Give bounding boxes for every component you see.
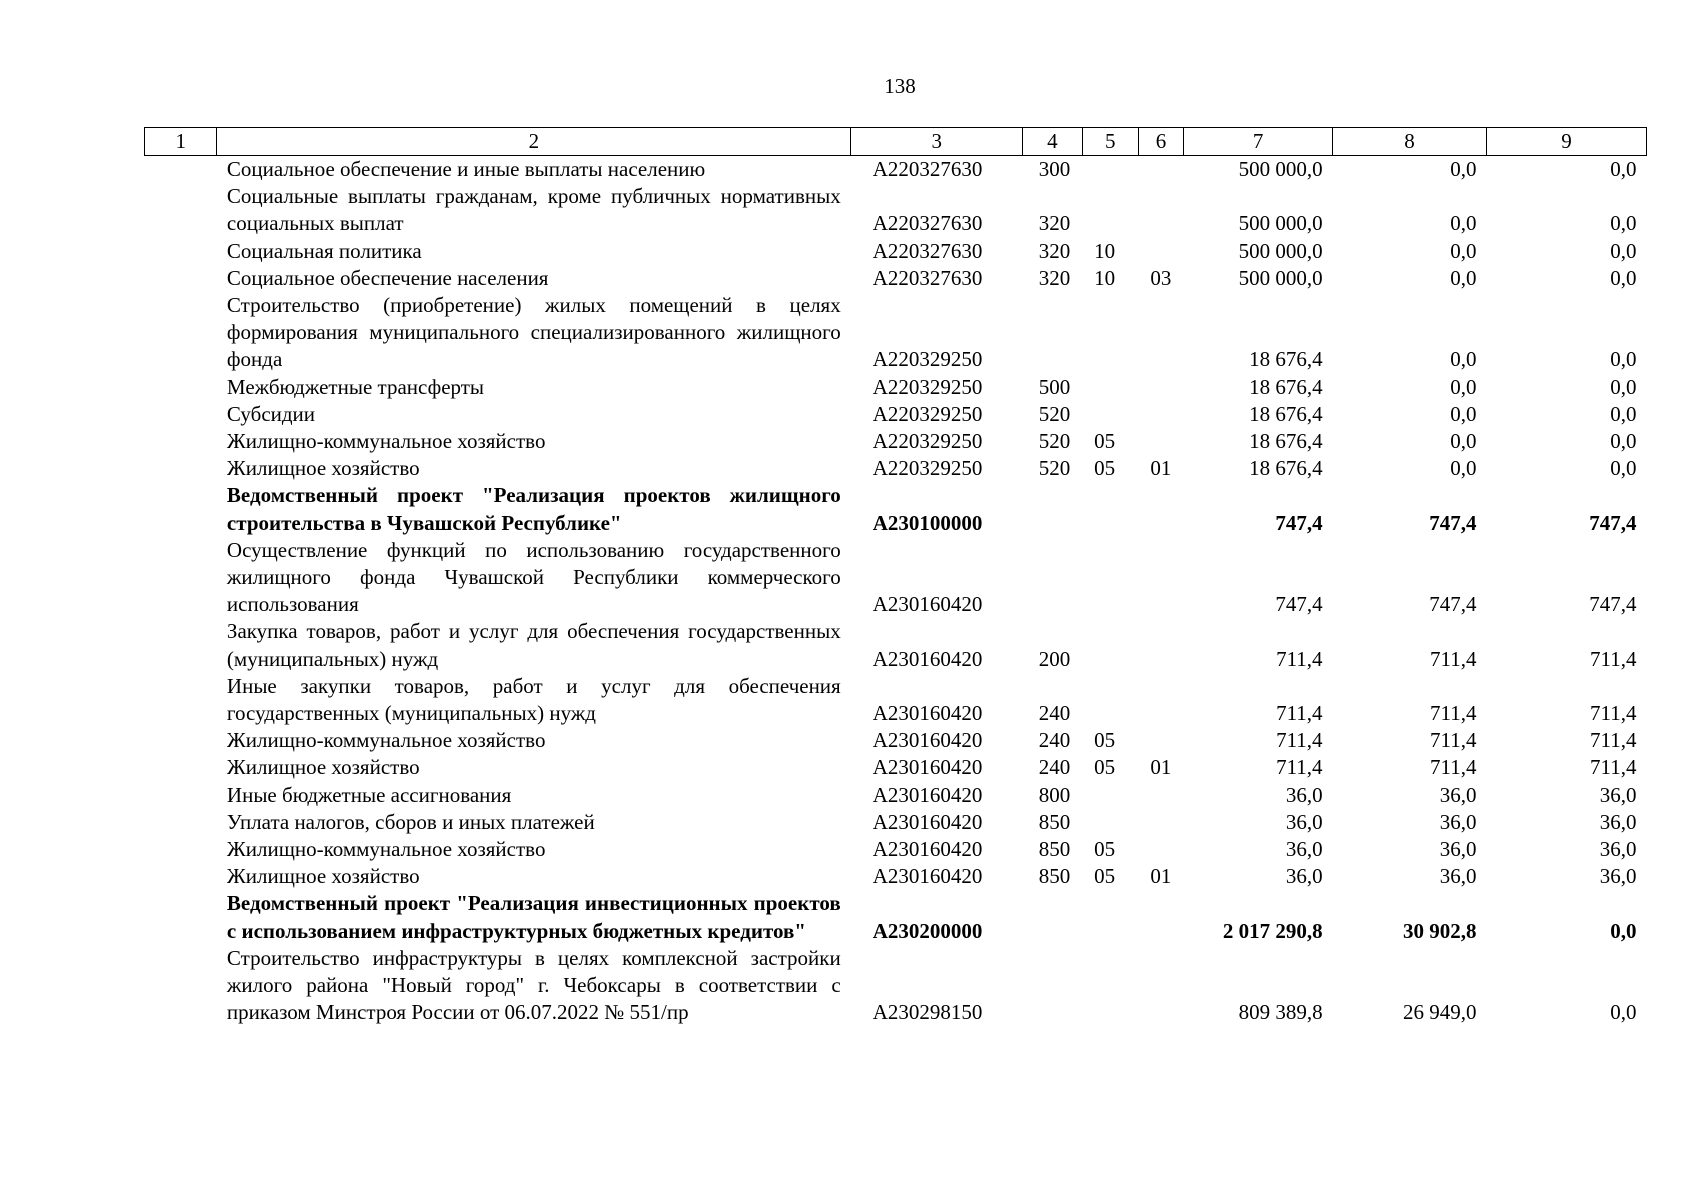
amount-col9: 0,0 — [1610, 456, 1637, 481]
expense-group — [1023, 537, 1082, 619]
subsection-code: 01 — [1150, 755, 1172, 780]
row-blank-cell — [145, 156, 217, 184]
amount-col9: 711,4 — [1590, 646, 1637, 671]
expense-group: 520 — [1038, 429, 1071, 454]
section-code — [1082, 945, 1138, 1027]
table-row — [145, 727, 1647, 754]
row-name: Субсидии — [226, 401, 316, 426]
budget-table-body — [145, 156, 1647, 1027]
row-blank-cell — [145, 836, 217, 863]
amount-col9: 36,0 — [1599, 809, 1637, 834]
target-code: А220329250 — [872, 429, 983, 454]
amount-col7: 500 000,0 — [1238, 238, 1323, 263]
section-code — [1082, 673, 1138, 727]
column-header-4: 4 — [1023, 128, 1082, 156]
amount-col7: 747,4 — [1275, 592, 1323, 617]
amount-col8: 26 949,0 — [1402, 1000, 1477, 1025]
amount-col8: 30 902,8 — [1402, 918, 1477, 943]
section-code — [1082, 374, 1138, 401]
row-name: Жилищное хозяйство — [226, 456, 420, 481]
target-code: А230160420 — [872, 646, 983, 671]
row-name: Жилищно-коммунальное хозяйство — [226, 728, 546, 753]
amount-col8: 0,0 — [1450, 374, 1477, 399]
subsection-code — [1138, 782, 1183, 809]
target-code: А230160420 — [872, 809, 983, 834]
row-blank-cell — [145, 238, 217, 265]
row-blank-cell — [145, 428, 217, 455]
amount-col8: 747,4 — [1429, 510, 1477, 535]
subsection-code — [1138, 292, 1183, 374]
expense-group: 500 — [1038, 374, 1071, 399]
amount-col8: 711,4 — [1430, 646, 1477, 671]
expense-group: 240 — [1038, 701, 1071, 726]
expense-group: 320 — [1038, 238, 1071, 263]
subsection-code — [1138, 673, 1183, 727]
subsection-code — [1138, 238, 1183, 265]
section-code — [1082, 782, 1138, 809]
subsection-code: 03 — [1150, 265, 1172, 290]
amount-col8: 0,0 — [1450, 157, 1477, 181]
row-blank-cell — [145, 727, 217, 754]
subsection-code — [1138, 618, 1183, 672]
page-number: 138 — [884, 74, 916, 98]
amount-col7: 711,4 — [1276, 701, 1323, 726]
row-name: Ведомственный проект "Реализация инвестиционных проектов с использованием инфраструктурных бюджетных кредитов" — [226, 891, 841, 943]
row-blank-cell — [145, 374, 217, 401]
row-name: Жилищно-коммунальное хозяйство — [226, 429, 546, 454]
section-code: 05 — [1094, 864, 1116, 889]
target-code: А230200000 — [872, 918, 983, 943]
subsection-code — [1138, 836, 1183, 863]
row-name: Социальные выплаты гражданам, кроме публичных нормативных социальных выплат — [226, 184, 841, 236]
row-blank-cell — [145, 455, 217, 482]
amount-col8: 36,0 — [1439, 809, 1477, 834]
expense-group — [1023, 482, 1082, 536]
table-row — [145, 537, 1647, 619]
section-code — [1082, 537, 1138, 619]
target-code: А220327630 — [872, 265, 983, 290]
amount-col8: 36,0 — [1439, 837, 1477, 862]
column-header-7: 7 — [1184, 128, 1333, 156]
table-row — [145, 673, 1647, 727]
amount-col9: 0,0 — [1610, 1000, 1637, 1025]
section-code: 10 — [1094, 265, 1116, 290]
expense-group: 320 — [1038, 265, 1071, 290]
table-row — [145, 265, 1647, 292]
amount-col8: 36,0 — [1439, 782, 1477, 807]
expense-group: 200 — [1038, 646, 1071, 671]
subsection-code — [1138, 809, 1183, 836]
subsection-code — [1138, 374, 1183, 401]
row-blank-cell — [145, 183, 217, 237]
table-row — [145, 156, 1647, 184]
section-code — [1082, 809, 1138, 836]
amount-col9: 36,0 — [1599, 782, 1637, 807]
section-code — [1082, 890, 1138, 944]
table-row — [145, 183, 1647, 237]
expense-group: 240 — [1038, 728, 1071, 753]
amount-col7: 2 017 290,8 — [1222, 918, 1323, 943]
row-name: Ведомственный проект "Реализация проектов жилищного строительства в Чувашской Республике" — [226, 483, 841, 535]
amount-col8: 0,0 — [1450, 456, 1477, 481]
table-row — [145, 945, 1647, 1027]
table-row — [145, 618, 1647, 672]
row-name: Социальное обеспечение населения — [226, 265, 549, 290]
subsection-code: 01 — [1150, 864, 1172, 889]
subsection-code — [1138, 156, 1183, 184]
target-code: А220327630 — [872, 238, 983, 263]
table-row — [145, 754, 1647, 781]
section-code — [1082, 401, 1138, 428]
amount-col9: 747,4 — [1589, 592, 1637, 617]
amount-col7: 500 000,0 — [1238, 157, 1323, 181]
amount-col8: 0,0 — [1450, 347, 1477, 372]
amount-col7: 18 676,4 — [1249, 401, 1323, 426]
section-code: 05 — [1094, 755, 1116, 780]
section-code — [1082, 618, 1138, 672]
table-row — [145, 782, 1647, 809]
target-code: А230160420 — [872, 755, 983, 780]
amount-col7: 36,0 — [1285, 782, 1323, 807]
row-name: Строительство инфраструктуры в целях комплексной застройки жилого района "Новый город" г. Чебоксары в соответствии с приказом Минстроя России от 06.07.2022 № 551/пр — [226, 945, 841, 1025]
subsection-code — [1138, 482, 1183, 536]
amount-col8: 711,4 — [1430, 728, 1477, 753]
subsection-code — [1138, 401, 1183, 428]
subsection-code — [1138, 945, 1183, 1027]
amount-col7: 500 000,0 — [1238, 211, 1323, 236]
row-name: Закупка товаров, работ и услуг для обеспечения государственных (муниципальных) нужд — [226, 619, 841, 671]
expense-group: 850 — [1038, 809, 1071, 834]
table-row — [145, 836, 1647, 863]
amount-col9: 711,4 — [1590, 755, 1637, 780]
row-name: Иные бюджетные ассигнования — [226, 782, 512, 807]
table-row — [145, 890, 1647, 944]
expense-group: 300 — [1038, 157, 1071, 181]
expense-group — [1023, 945, 1082, 1027]
target-code: А230160420 — [872, 701, 983, 726]
target-code: А230160420 — [872, 592, 983, 617]
row-name: Социальная политика — [226, 238, 422, 263]
subsection-code — [1138, 727, 1183, 754]
table-row — [145, 292, 1647, 374]
amount-col7: 36,0 — [1285, 837, 1323, 862]
table-row — [145, 401, 1647, 428]
amount-col7: 36,0 — [1285, 809, 1323, 834]
target-code: А220329250 — [872, 374, 983, 399]
expense-group: 520 — [1038, 401, 1071, 426]
table-row — [145, 428, 1647, 455]
budget-table — [144, 127, 1647, 1027]
amount-col7: 711,4 — [1276, 728, 1323, 753]
row-blank-cell — [145, 890, 217, 944]
row-blank-cell — [145, 292, 217, 374]
row-blank-cell — [145, 863, 217, 890]
amount-col9: 0,0 — [1610, 238, 1637, 263]
section-code: 05 — [1094, 429, 1116, 454]
expense-group: 520 — [1038, 456, 1071, 481]
target-code: А230100000 — [872, 510, 983, 535]
subsection-code: 01 — [1150, 456, 1172, 481]
amount-col8: 36,0 — [1439, 864, 1477, 889]
target-code: А220329250 — [872, 401, 983, 426]
expense-group — [1023, 890, 1082, 944]
row-blank-cell — [145, 673, 217, 727]
amount-col9: 747,4 — [1589, 510, 1637, 535]
amount-col7: 18 676,4 — [1249, 347, 1323, 372]
section-code: 05 — [1094, 837, 1116, 862]
row-blank-cell — [145, 401, 217, 428]
column-number-row — [145, 128, 1647, 156]
amount-col7: 18 676,4 — [1249, 374, 1323, 399]
amount-col9: 0,0 — [1610, 918, 1637, 943]
section-code: 10 — [1094, 238, 1116, 263]
expense-group: 320 — [1038, 211, 1071, 236]
section-code — [1082, 183, 1138, 237]
expense-group: 850 — [1038, 864, 1071, 889]
amount-col7: 500 000,0 — [1238, 265, 1323, 290]
amount-col9: 0,0 — [1610, 429, 1637, 454]
amount-col7: 18 676,4 — [1249, 456, 1323, 481]
amount-col8: 0,0 — [1450, 429, 1477, 454]
amount-col8: 747,4 — [1429, 592, 1477, 617]
section-code: 05 — [1094, 456, 1116, 481]
row-blank-cell — [145, 537, 217, 619]
amount-col9: 0,0 — [1610, 265, 1637, 290]
amount-col9: 0,0 — [1610, 157, 1637, 181]
amount-col8: 0,0 — [1450, 238, 1477, 263]
row-name: Жилищно-коммунальное хозяйство — [226, 837, 546, 862]
table-row — [145, 482, 1647, 536]
subsection-code — [1138, 537, 1183, 619]
amount-col7: 809 389,8 — [1238, 1000, 1323, 1025]
amount-col9: 711,4 — [1590, 728, 1637, 753]
column-header-5: 5 — [1082, 128, 1138, 156]
row-name: Строительство (приобретение) жилых помещений в целях формирования муниципального специализированного жилищного фонда — [226, 293, 841, 372]
amount-col9: 0,0 — [1610, 211, 1637, 236]
table-row — [145, 374, 1647, 401]
section-code — [1082, 292, 1138, 374]
column-header-3: 3 — [851, 128, 1023, 156]
subsection-code — [1138, 428, 1183, 455]
column-header-9: 9 — [1486, 128, 1646, 156]
amount-col8: 711,4 — [1430, 701, 1477, 726]
target-code: А220329250 — [872, 347, 983, 372]
row-blank-cell — [145, 945, 217, 1027]
amount-col8: 0,0 — [1450, 265, 1477, 290]
target-code: А220327630 — [872, 211, 983, 236]
amount-col9: 36,0 — [1599, 837, 1637, 862]
table-row — [145, 238, 1647, 265]
row-name: Межбюджетные трансферты — [226, 374, 485, 399]
section-code — [1082, 156, 1138, 184]
amount-col7: 747,4 — [1275, 510, 1323, 535]
amount-col9: 0,0 — [1610, 401, 1637, 426]
table-row — [145, 863, 1647, 890]
target-code: А220329250 — [872, 456, 983, 481]
expense-group: 850 — [1038, 837, 1071, 862]
amount-col9: 711,4 — [1590, 701, 1637, 726]
expense-group: 800 — [1038, 782, 1071, 807]
row-blank-cell — [145, 782, 217, 809]
subsection-code — [1138, 183, 1183, 237]
row-blank-cell — [145, 809, 217, 836]
target-code: А230160420 — [872, 782, 983, 807]
row-name: Осуществление функций по использованию государственного жилищного фонда Чувашской Республики коммерческого использования — [226, 537, 841, 617]
subsection-code — [1138, 890, 1183, 944]
amount-col7: 36,0 — [1285, 864, 1323, 889]
amount-col9: 0,0 — [1610, 374, 1637, 399]
target-code: А220327630 — [872, 157, 983, 181]
expense-group: 240 — [1038, 755, 1071, 780]
row-name: Уплата налогов, сборов и иных платежей — [226, 809, 595, 834]
row-blank-cell — [145, 618, 217, 672]
amount-col9: 0,0 — [1610, 347, 1637, 372]
column-header-2: 2 — [217, 128, 851, 156]
target-code: А230160420 — [872, 728, 983, 753]
amount-col7: 18 676,4 — [1249, 429, 1323, 454]
row-name: Иные закупки товаров, работ и услуг для обеспечения государственных (муниципальных) нужд — [226, 673, 841, 726]
target-code: А230160420 — [872, 837, 983, 862]
amount-col8: 0,0 — [1450, 401, 1477, 426]
table-row — [145, 455, 1647, 482]
target-code: А230160420 — [872, 864, 983, 889]
row-name: Жилищное хозяйство — [226, 864, 420, 889]
column-header-6: 6 — [1138, 128, 1183, 156]
amount-col9: 36,0 — [1599, 864, 1637, 889]
row-blank-cell — [145, 754, 217, 781]
row-blank-cell — [145, 265, 217, 292]
section-code — [1082, 482, 1138, 536]
row-name: Социальное обеспечение и иные выплаты населению — [226, 157, 706, 181]
amount-col7: 711,4 — [1276, 755, 1323, 780]
table-row — [145, 809, 1647, 836]
column-header-8: 8 — [1333, 128, 1487, 156]
row-name: Жилищное хозяйство — [226, 755, 420, 780]
section-code: 05 — [1094, 728, 1116, 753]
row-blank-cell — [145, 482, 217, 536]
column-header-1: 1 — [145, 128, 217, 156]
amount-col8: 711,4 — [1430, 755, 1477, 780]
expense-group — [1023, 292, 1082, 374]
target-code: А230298150 — [872, 1000, 983, 1025]
amount-col7: 711,4 — [1276, 646, 1323, 671]
amount-col8: 0,0 — [1450, 211, 1477, 236]
